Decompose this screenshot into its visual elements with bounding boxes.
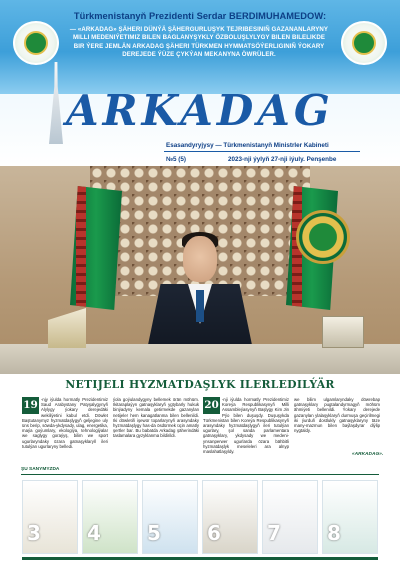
- page-preview[interactable]: [22, 480, 78, 554]
- logo-wordmark: ARKADAG: [66, 86, 334, 135]
- desk-stand: [48, 308, 86, 348]
- dropcap-date: 19: [22, 397, 39, 414]
- president-quote: — «ARKADAG» ŞÄHERI DÜNÝÄ ŞÄHERGURLUŞYK TEJRIBESINIŇ GAZANANLARYNY MILLI MEDENIÝETIMIZ BILEN BAGLANYŞYKLY ÖZBOLUŞLYLYGY BILEN BILELIKDE BIR ÝERE JEMLÄN ARKADAG ŞÄHERI TÜRKMEN HYMMATSÖÝERLIGINIŇ ÝOKARY DEREJEDE ÝÜZE ÇYKÝAN MEKANYNA ÖWRÜLER.: [69, 26, 329, 59]
- president-line: Türkmenistanyň Prezidenti Serdar BERDIMUHAMEDOW:: [73, 11, 327, 21]
- page-number: 5: [147, 521, 161, 545]
- publisher-line: Esasandyryjysy — Türkmenistanyň Ministrler Kabineti: [166, 142, 329, 149]
- state-emblem-left: [13, 21, 59, 65]
- figure-tie: [196, 290, 204, 322]
- article-signature: «ARKADAG».: [352, 452, 384, 457]
- page-number: 7: [267, 521, 281, 545]
- page-preview-strip: [22, 480, 378, 554]
- article-column-4: [294, 397, 380, 459]
- article-headline: NETIJELI HYZMATDAŞLYK ILERLEDILÝÄR: [65, 378, 335, 391]
- newspaper-logo: [56, 88, 356, 134]
- page-number: 8: [327, 521, 341, 545]
- in-this-issue-bar: [21, 466, 379, 475]
- state-seal-icon: [296, 210, 350, 264]
- article-text: -njy iýulda hormatly Prezidentimiz Saud Arabystany Patyşalygynyň Alylygy ýokary derejedäki wekiliýetini kabul etdi. Döwlet Baştutanymyz hyzmatdaşlygyň geljegine uly üns berip, söwda-ykdysady, ulag, energetika, maýa goýumlary, ekologiýa, tehnologiýalar we saglygy goraýyş, bilim we sport ugurlaryndaky özara gatnaşyklaryň ileri tutulýan ugurlaryny belledi.: [22, 397, 108, 449]
- figure-head: [183, 236, 217, 282]
- city-emblem-right: [341, 21, 387, 65]
- issue-number: №5 (5): [166, 156, 186, 163]
- masthead: [0, 0, 400, 166]
- desk-plaque: [322, 316, 364, 348]
- dropcap-date: 20: [203, 397, 220, 414]
- emblem-center-icon: [24, 31, 48, 55]
- article-column-2: [113, 397, 199, 459]
- front-page-photo: [0, 166, 400, 374]
- article-column-3: [203, 397, 289, 459]
- bottom-rule: [22, 557, 378, 560]
- article-text: we bilim ulgamlaryndaky döwrebap gatnaşyklary pugtalandyrmagyň möhüm ähmiýeti bellenildi. Ýokary derejede gazanylan ylalaşyklaryň durmuşa geçirilmegi iki ýurduň dostlukly gatnaşyklaryny täze many-mazmun bilen baýlaşdyrar diýlip nygtaldy.: [294, 397, 380, 434]
- page-preview[interactable]: [142, 480, 198, 554]
- article-text: -nji iýulda hormatly Prezidentimiz Koreýa Respublikasynyň Milli Assambleýasynyň Başlygy Kim Jin Pýo bilen duşuşdy. Duşuşykda Türkmenistan bilen Koreýa Respublikasynyň arasyndaky hyzmatdaşlygyň ileri tutulýan ugurlary, şol sanda parlamentara gatnaşyklary, ykdysady we medeni-ynsanperwer ugurlarda özara bähbitli hyzmatdaşlyk meseleleri ara alnyp maslahatlaşyldy.: [203, 397, 289, 455]
- page-preview[interactable]: [82, 480, 138, 554]
- in-this-issue-label: ŞU SANYMYZDA: [21, 467, 60, 472]
- page-preview[interactable]: [262, 480, 318, 554]
- issue-date: 2023-nji ýylyň 27-nji iýuly. Penşenbe: [228, 156, 337, 163]
- emblem-center-icon: [352, 31, 376, 55]
- page-number: 3: [27, 521, 41, 545]
- article-text: ýola goýulandygyny bellemek örän möhüm. Ikitaraplaýyn gatnaşyklaryň ygtybarly hukuk binýadyny kemala getirmekde gazanylan netijeler hem kanagatlanma bilen bellenildi. Iki döwletiň işewür toparlarynyň arasyndaky hyzmatdaşlygy has-da ösdürmek üçin amatly şertler bar. Bu babatda Arkadag şäherindäki taslamalara gyzyklanma bildirildi.: [113, 397, 199, 439]
- desk: [0, 344, 400, 374]
- article-column-1: [22, 397, 108, 459]
- flag-ornament-band: [76, 186, 86, 310]
- page-preview[interactable]: [322, 480, 378, 554]
- masthead-rule: [164, 151, 360, 152]
- flag-left: [70, 186, 122, 310]
- page-preview[interactable]: [202, 480, 258, 554]
- page-number: 6: [207, 521, 221, 545]
- page-number: 4: [87, 521, 101, 545]
